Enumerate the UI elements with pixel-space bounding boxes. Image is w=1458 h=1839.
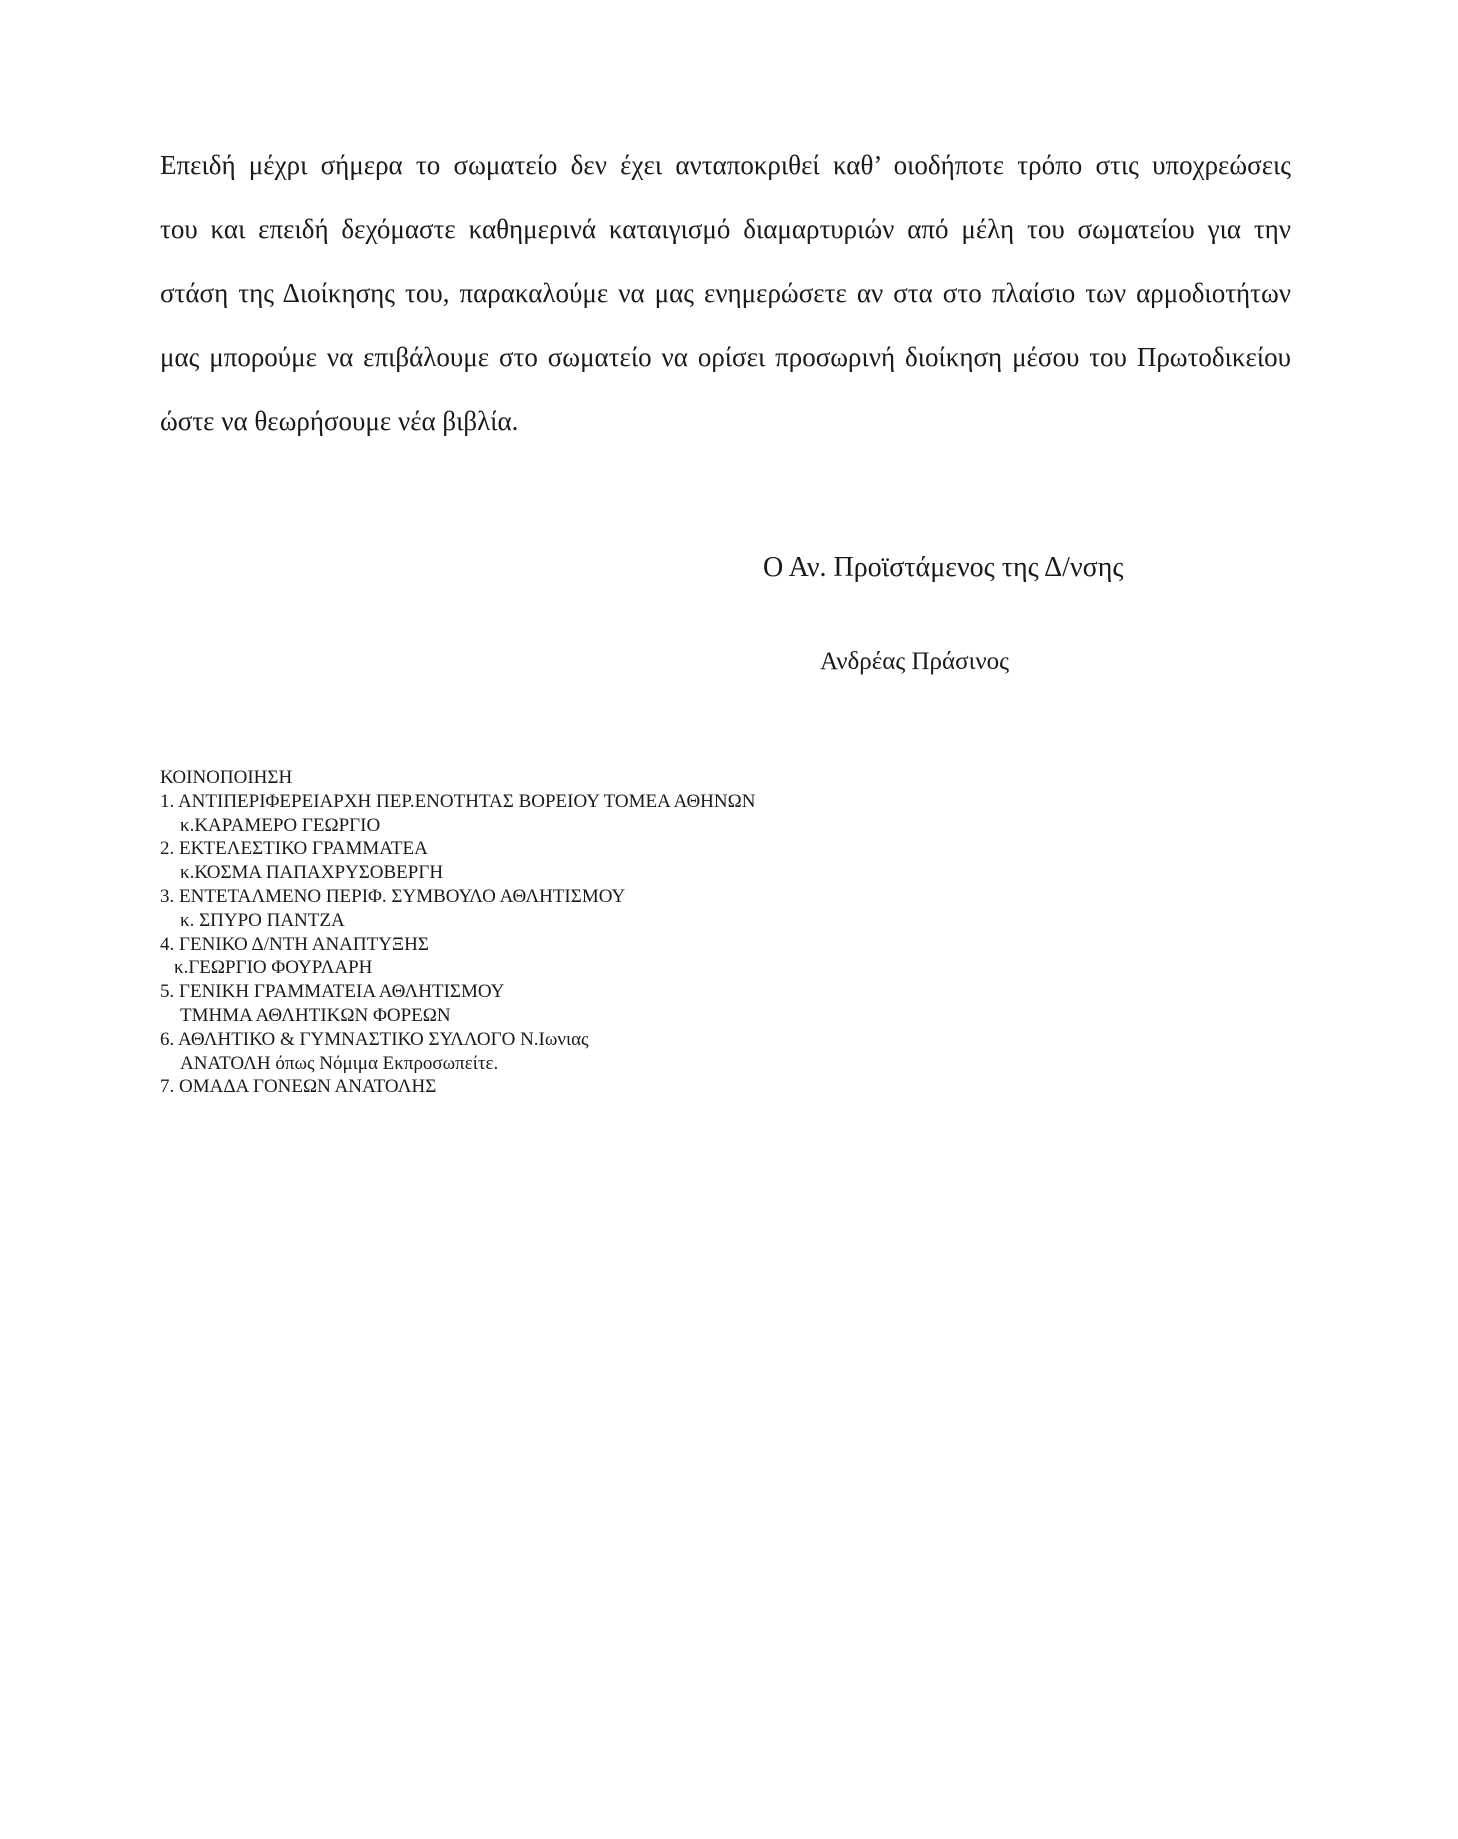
body-line: μας μπορούμε να επιβάλουμε στο σωματείο να ορίσει προσωρινή διοίκηση μέσου του Πρωτοδικείου [160,342,1291,372]
cc-recipient-detail: κ. ΣΠΥΡΟ ΠΑΝΤΖΑ [180,909,345,931]
cc-recipient: 5. ΓΕΝΙΚΗ ΓΡΑΜΜΑΤΕΙΑ ΑΘΛΗΤΙΣΜΟΥ [160,981,505,1003]
cc-recipient-detail: κ.ΓΕΩΡΓΙΟ ΦΟΥΡΛΑΡΗ [174,957,373,979]
signature-name: Ανδρέας Πράσινος [820,648,1010,675]
cc-recipient: 7. ΟΜΑΔΑ ΓΟΝΕΩΝ ΑΝΑΤΟΛΗΣ [160,1076,437,1098]
cc-list [160,766,1060,1099]
body-line: Επειδή μέχρι σήμερα το σωματείο δεν έχει ανταποκριθεί καθ’ οιοδήποτε τρόπο στις υποχρεώσεις [160,150,1291,180]
cc-recipient: 1. ΑΝΤΙΠΕΡΙΦΕΡΕΙΑΡΧΗ ΠΕΡ.ΕΝΟΤΗΤΑΣ ΒΟΡΕΙΟΥ ΤΟΜΕΑ ΑΘΗΝΩΝ [160,790,756,812]
cc-recipient: 3. ΕΝΤΕΤΑΛΜΕΝΟ ΠΕΡΙΦ. ΣΥΜΒΟΥΛΟ ΑΘΛΗΤΙΣΜΟΥ [160,885,626,907]
cc-heading: ΚΟΙΝΟΠΟΙΗΣΗ [160,767,293,788]
letter-body [160,133,1291,453]
body-line: ώστε να θεωρήσουμε νέα βιβλία. [160,406,519,436]
cc-recipient: 6. ΑΘΛΗΤΙΚΟ & ΓΥΜΝΑΣΤΙΚΟ ΣΥΛΛΟΓΟ Ν.Ιωνιας [160,1028,589,1050]
signature-title: Ο Αν. Προϊστάμενος της Δ/νσης [763,552,1124,583]
cc-recipient: 2. ΕΚΤΕΛΕΣΤΙΚΟ ΓΡΑΜΜΑΤΕΑ [160,838,428,860]
cc-recipient: 4. ΓΕΝΙΚΟ Δ/ΝΤΗ ΑΝΑΠΤΥΞΗΣ [160,933,429,955]
cc-recipient-detail: κ.ΚΑΡΑΜΕΡΟ ΓΕΩΡΓΙΟ [180,814,381,836]
body-line: του και επειδή δεχόμαστε καθημερινά καταιγισμό διαμαρτυριών από μέλη του σωματείου για την [160,214,1291,244]
body-line: στάση της Διοίκησης του, παρακαλούμε να μας ενημερώσετε αν στα στο πλαίσιο των αρμοδιοτήτων [160,278,1291,308]
cc-recipient-detail: ΑΝΑΤΟΛΗ όπως Νόμιμα Εκπροσωπείτε. [180,1052,499,1074]
cc-recipient-detail: κ.ΚΟΣΜΑ ΠΑΠΑΧΡΥΣΟΒΕΡΓΗ [180,862,444,884]
cc-recipient-detail: ΤΜΗΜΑ ΑΘΛΗΤΙΚΩΝ ΦΟΡΕΩΝ [180,1004,451,1026]
